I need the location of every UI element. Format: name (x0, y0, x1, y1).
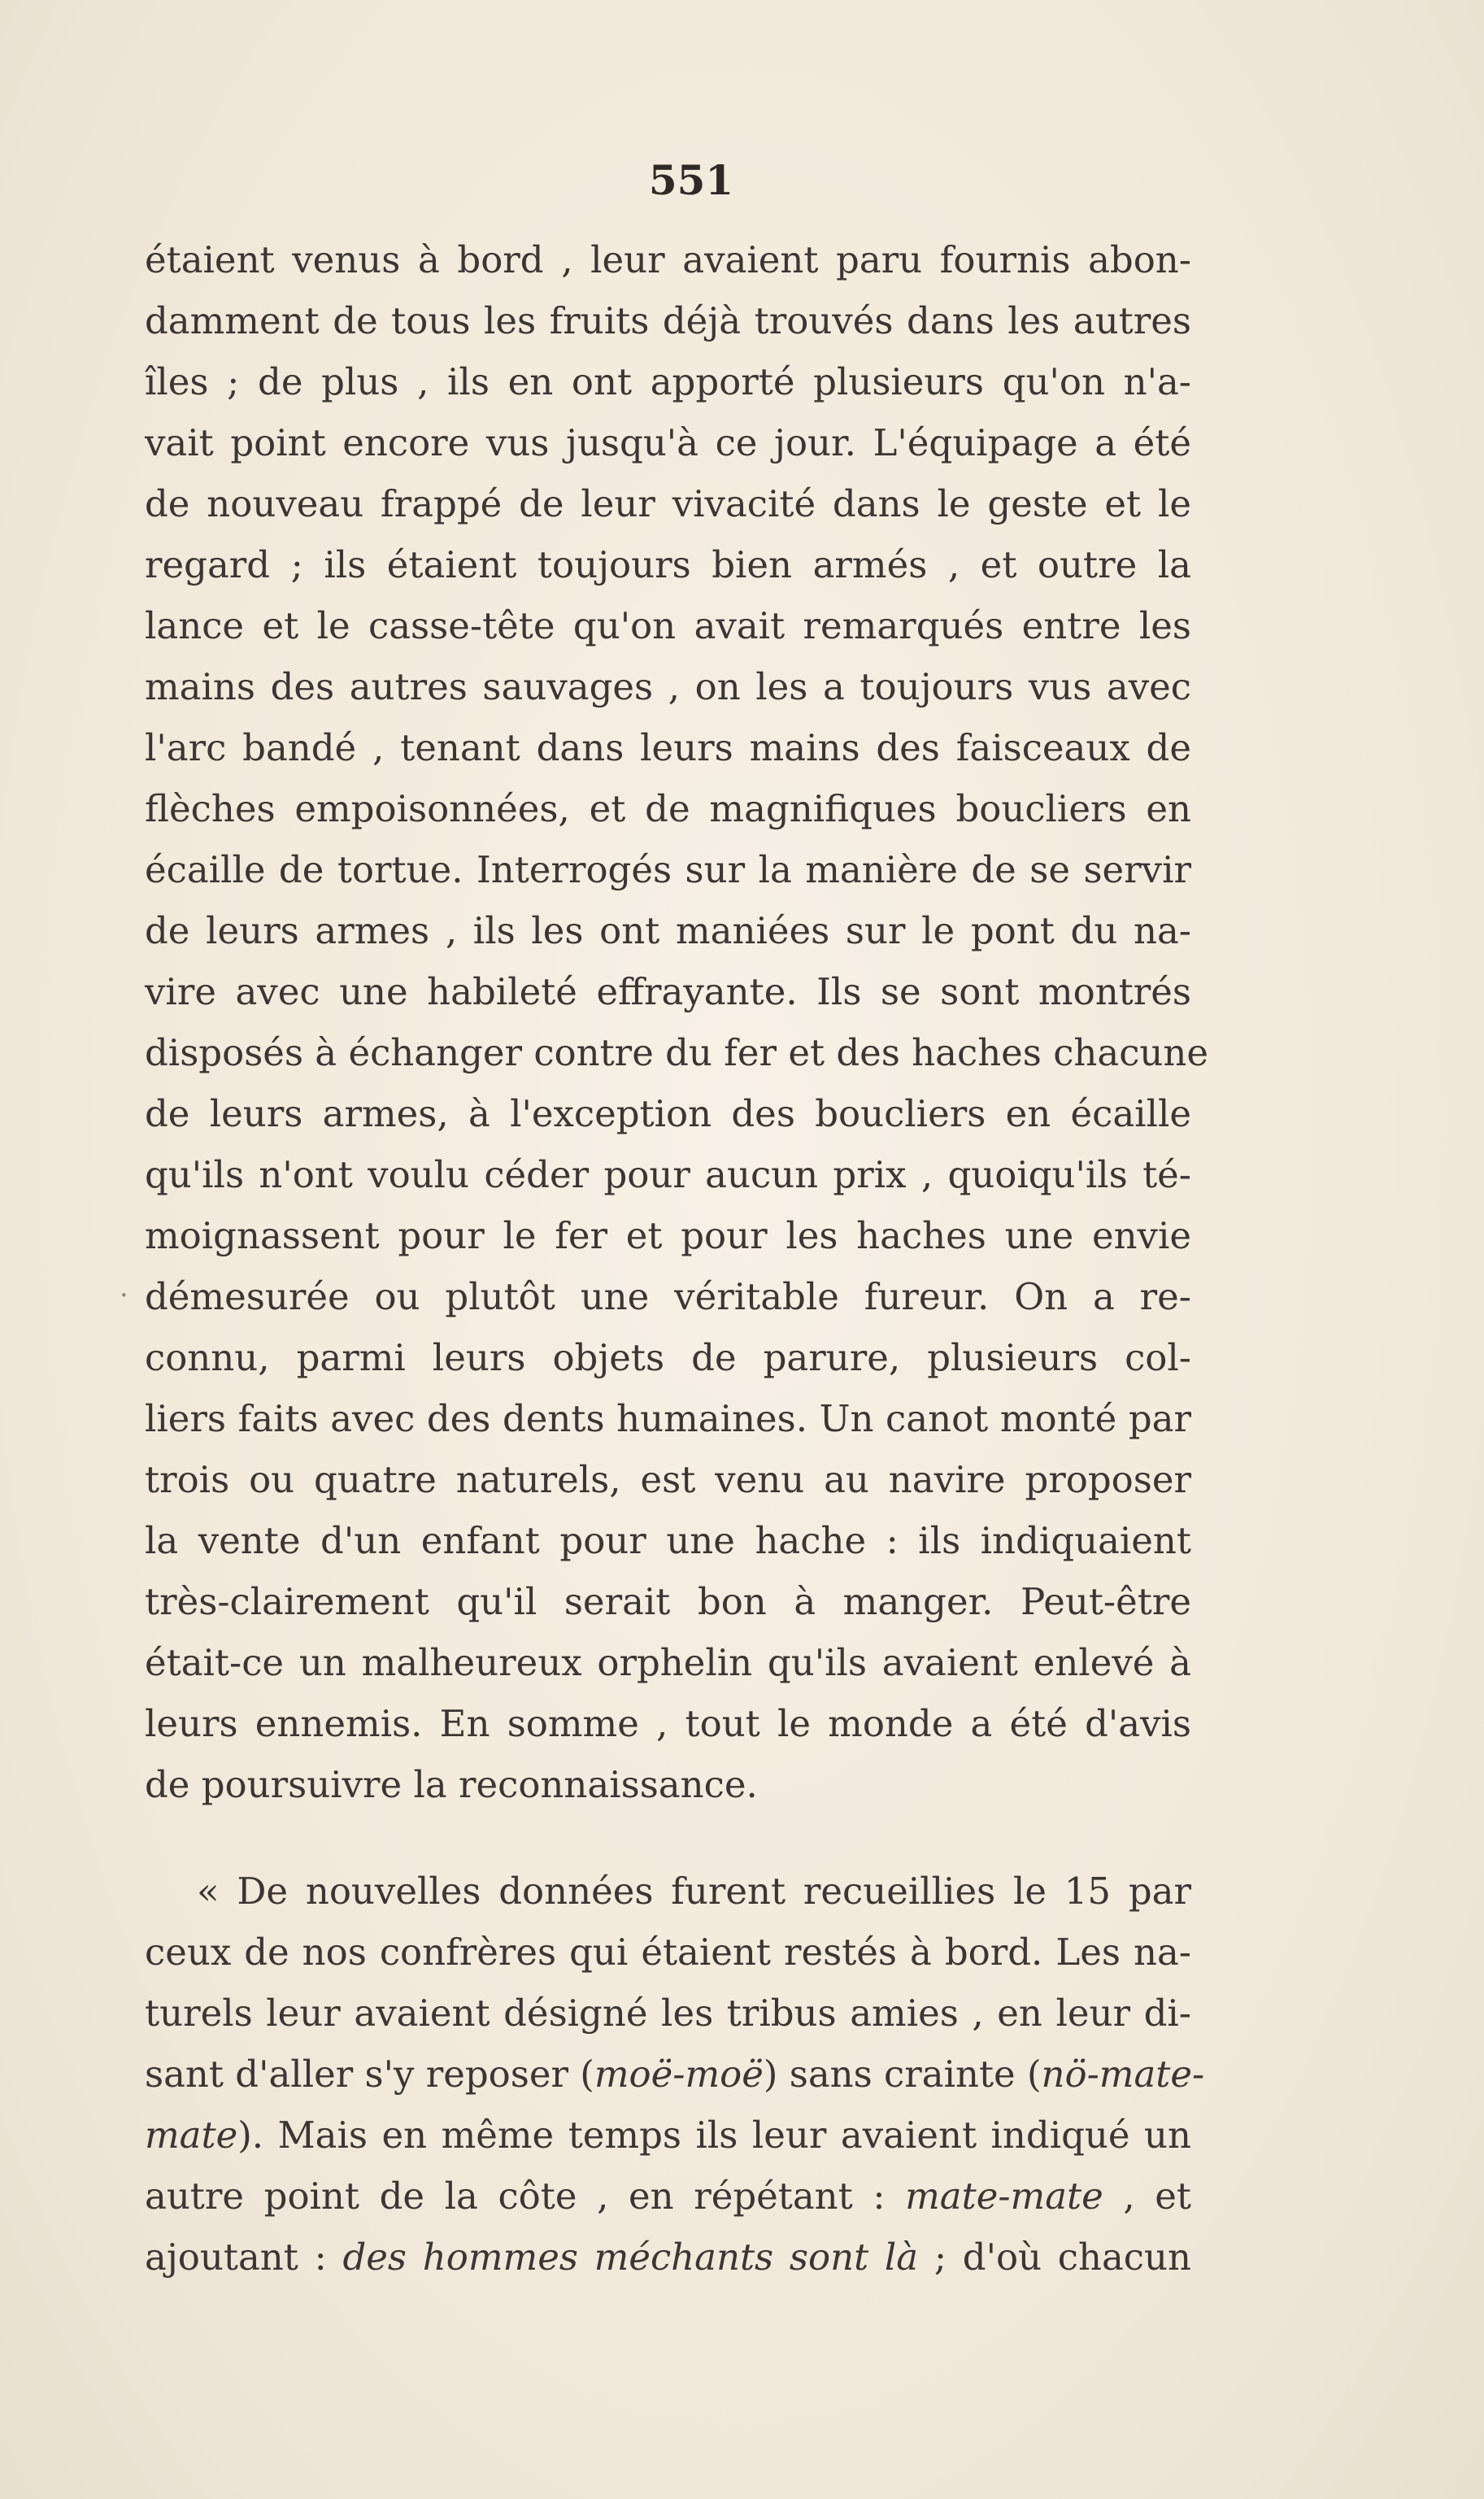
paragraph-1 (145, 229, 1209, 1815)
italic-term: mate (145, 2114, 238, 2157)
italic-term: des hommes méchants sont là (342, 2236, 919, 2279)
text-line: qu'ils n'ont voulu céder pour aucun prix , quoiqu'ils té- (145, 1153, 1191, 1196)
text-line: vait point encore vus jusqu'à ce jour. L'équipage a été (145, 421, 1191, 464)
paragraph-2 (145, 1861, 1205, 2288)
text-run: autre point de la côte , en répétant : (145, 2175, 906, 2218)
margin-mark: . (120, 1271, 128, 1304)
text-line: liers faits avec des dents humaines. Un canot monté par (145, 1397, 1191, 1440)
text-line: turels leur avaient désigné les tribus amies , en leur di- (145, 1992, 1191, 2035)
text-run: ajoutant : (145, 2236, 343, 2279)
italic-term: nö-mate- (1041, 2053, 1205, 2096)
text-line: mains des autres sauvages , on les a toujours vus avec (145, 665, 1191, 708)
italic-term: moë-moë (594, 2053, 764, 2096)
text-line: leurs ennemis. En somme , tout le monde a été d'avis (145, 1702, 1191, 1745)
text-run: , et (1103, 2175, 1191, 2218)
text-line: damment de tous les fruits déjà trouvés dans les autres (145, 299, 1191, 342)
text-line: de leurs armes , ils les ont maniées sur le pont du na- (145, 909, 1191, 952)
text-run: ; d'où chacun (918, 2236, 1191, 2279)
text-run: sant d'aller s'y reposer ( (145, 2053, 594, 2096)
text-line: disposés à échanger contre du fer et des haches chacune (145, 1031, 1209, 1074)
text-line: moignassent pour le fer et pour les haches une envie (145, 1214, 1191, 1257)
text-line: écaille de tortue. Interrogés sur la manière de se servir (145, 848, 1191, 891)
text-line: connu, parmi leurs objets de parure, plusieurs col- (145, 1336, 1191, 1379)
text-run: ) sans crainte ( (763, 2053, 1042, 2096)
text-line: très-clairement qu'il serait bon à manger. Peut-être (145, 1580, 1191, 1623)
text-line: lance et le casse-tête qu'on avait remarqués entre les (145, 604, 1191, 647)
text-line: de nouveau frappé de leur vivacité dans le geste et le (145, 482, 1191, 525)
text-line: regard ; ils étaient toujours bien armés , et outre la (145, 543, 1191, 586)
text-line: était-ce un malheureux orphelin qu'ils avaient enlevé à (145, 1641, 1191, 1684)
text-line: étaient venus à bord , leur avaient paru fournis abon- (145, 238, 1191, 281)
text-line (145, 2044, 1205, 2105)
text-line: démesurée ou plutôt une véritable fureur. On a re- (145, 1275, 1191, 1318)
italic-term: mate-mate (905, 2175, 1103, 2218)
text-line: ceux de nos confrères qui étaient restés à bord. Les na- (145, 1931, 1191, 1974)
text-line (145, 2105, 1191, 2166)
text-line: îles ; de plus , ils en ont apporté plusieurs qu'on n'a- (145, 360, 1191, 403)
text-line (145, 2166, 1191, 2227)
text-line: de leurs armes, à l'exception des boucliers en écaille (145, 1092, 1191, 1135)
text-line: vire avec une habileté effrayante. Ils se sont montrés (145, 970, 1191, 1013)
text-run: ). Mais en même temps ils leur avaient indiqué un (237, 2114, 1191, 2157)
text-line: de poursuivre la reconnaissance. (145, 1763, 758, 1806)
text-line: la vente d'un enfant pour une hache : ils indiquaient (145, 1519, 1191, 1562)
text-line: l'arc bandé , tenant dans leurs mains des faisceaux de (145, 726, 1191, 769)
paragraph-gap (145, 1815, 1191, 1861)
text-line: flèches empoisonnées, et de magnifiques boucliers en (145, 787, 1191, 830)
page-number: 551 (648, 156, 734, 204)
text-line: trois ou quatre naturels, est venu au navire proposer (145, 1458, 1191, 1501)
text-line: « De nouvelles données furent recueillies le 15 par (197, 1870, 1191, 1913)
text-line (145, 2227, 1191, 2288)
page-text (145, 229, 1209, 2288)
